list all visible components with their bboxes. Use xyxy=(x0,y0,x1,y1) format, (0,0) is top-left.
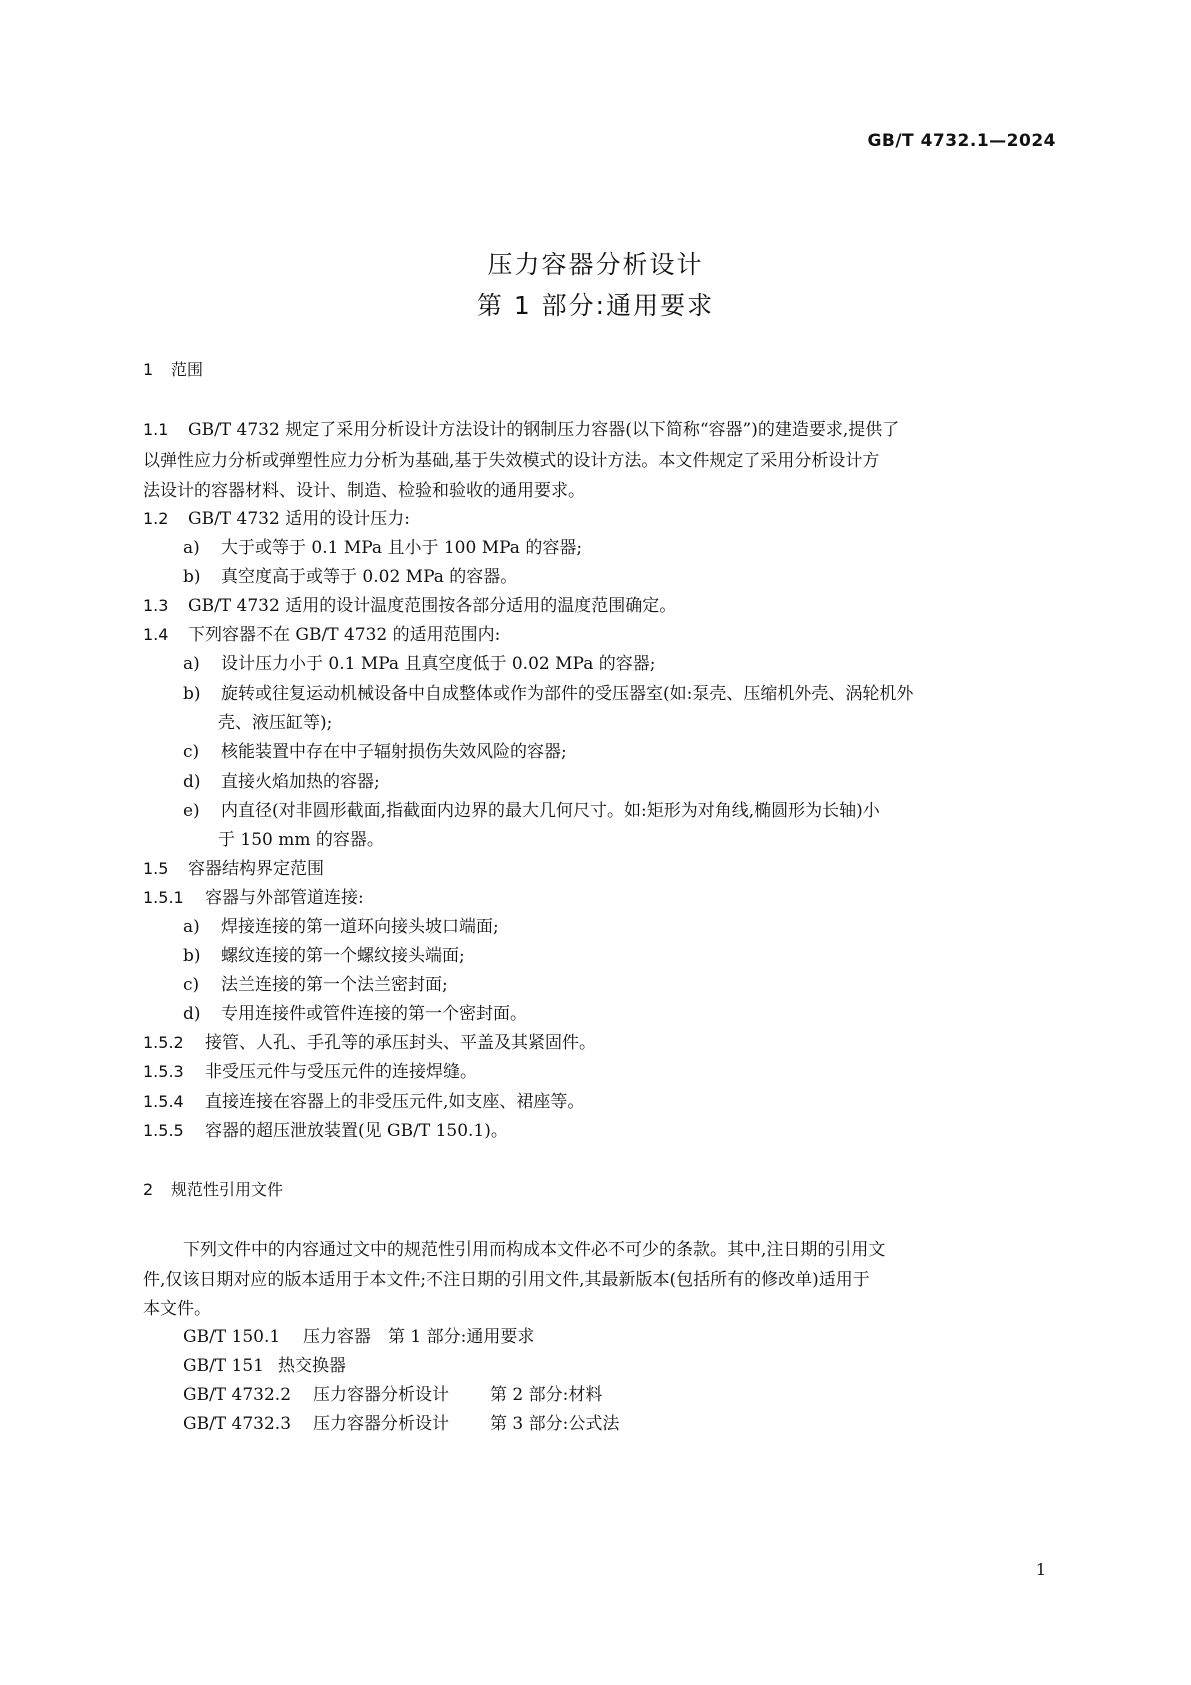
list-item xyxy=(183,538,582,558)
list-label: d) xyxy=(183,772,201,792)
list-item xyxy=(183,567,517,587)
clause-text: 直接连接在容器上的非受压元件,如支座、裙座等。 xyxy=(205,1092,585,1112)
list-text: 内直径(对非圆形截面,指截面内边界的最大几何尺寸。如:矩形为对角线,椭圆形为长轴)小 xyxy=(221,801,880,821)
clause-text: GB/T 4732 规定了采用分析设计方法设计的钢制压力容器(以下简称“容器”)的建造要求,提供了 xyxy=(188,420,900,440)
clause-1-1 xyxy=(143,420,899,440)
clause-1-4 xyxy=(143,625,500,645)
clause-text: GB/T 4732 适用的设计压力: xyxy=(188,509,410,529)
reference-part: 第 2 部分:材料 xyxy=(490,1385,603,1405)
list-label: b) xyxy=(183,567,201,587)
clause-text: 容器的超压泄放装置(见 GB/T 150.1)。 xyxy=(205,1121,508,1141)
list-label: d) xyxy=(183,1004,201,1024)
list-label: b) xyxy=(183,684,201,704)
clause-number: 1.5.3 xyxy=(143,1062,184,1081)
clause-text: 非受压元件与受压元件的连接焊缝。 xyxy=(205,1062,477,1082)
list-item xyxy=(183,975,448,995)
section-2-heading xyxy=(143,1180,283,1200)
clause-number: 1.3 xyxy=(143,596,169,615)
clause-number: 1.2 xyxy=(143,509,169,528)
list-text: 旋转或往复运动机械设备中自成整体或作为部件的受压器室(如:泵壳、压缩机外壳、涡轮机外 xyxy=(221,684,914,704)
reference-title: 压力容器分析设计 xyxy=(313,1385,449,1405)
standard-code: GB/T 4732.1—2024 xyxy=(867,131,1056,151)
clause-text: GB/T 4732 适用的设计温度范围按各部分适用的温度范围确定。 xyxy=(188,596,677,616)
reference-part: 第 3 部分:公式法 xyxy=(490,1414,620,1434)
list-item xyxy=(183,1004,527,1024)
section-number: 1 xyxy=(143,360,154,379)
reference-code: GB/T 4732.2 xyxy=(183,1385,292,1405)
clause-1-5-1 xyxy=(143,888,364,908)
clause-text: 容器结构界定范围 xyxy=(188,859,324,879)
section-2-paragraph-line1: 下列文件中的内容通过文中的规范性引用而构成本文件必不可少的条款。其中,注日期的引用文 xyxy=(183,1240,886,1260)
list-text: 法兰连接的第一个法兰密封面; xyxy=(221,975,448,995)
list-item xyxy=(183,946,465,966)
document-title: 压力容器分析设计 xyxy=(487,250,704,279)
reference-item xyxy=(183,1356,346,1376)
reference-title: 压力容器 xyxy=(303,1327,371,1347)
section-number: 2 xyxy=(143,1180,154,1199)
section-2-paragraph-line2: 件,仅该日期对应的版本适用于本文件;不注日期的引用文件,其最新版本(包括所有的修改单)适用于 xyxy=(143,1270,870,1290)
clause-number: 1.5.2 xyxy=(143,1033,184,1052)
section-title: 范围 xyxy=(171,360,204,379)
list-item xyxy=(183,654,655,674)
list-item xyxy=(183,801,880,821)
reference-title: 热交换器 xyxy=(278,1356,346,1376)
document-subtitle: 第 1 部分:通用要求 xyxy=(476,291,715,320)
list-label: a) xyxy=(183,538,200,558)
clause-number: 1.4 xyxy=(143,625,169,644)
clause-number: 1.5.1 xyxy=(143,888,184,907)
list-item xyxy=(183,684,913,704)
list-text: 螺纹连接的第一个螺纹接头端面; xyxy=(221,946,465,966)
page-number: 1 xyxy=(1035,1560,1046,1579)
clause-text: 下列容器不在 GB/T 4732 的适用范围内: xyxy=(188,625,501,645)
clause-1-5-4 xyxy=(143,1092,584,1112)
clause-text: 接管、人孔、手孔等的承压封头、平盖及其紧固件。 xyxy=(205,1033,596,1053)
list-text: 设计压力小于 0.1 MPa 且真空度低于 0.02 MPa 的容器; xyxy=(221,654,656,674)
list-item xyxy=(183,917,499,937)
clause-1-5-3 xyxy=(143,1062,477,1082)
list-text: 专用连接件或管件连接的第一个密封面。 xyxy=(221,1004,527,1024)
clause-number: 1.5 xyxy=(143,859,169,878)
list-label: c) xyxy=(183,975,200,995)
list-text: 直接火焰加热的容器; xyxy=(221,772,380,792)
list-text: 核能装置中存在中子辐射损伤失效风险的容器; xyxy=(221,742,567,762)
list-label: a) xyxy=(183,917,200,937)
reference-item xyxy=(183,1414,619,1434)
list-label: b) xyxy=(183,946,201,966)
list-item-continuation: 壳、液压缸等); xyxy=(218,713,333,733)
clause-number: 1.5.4 xyxy=(143,1092,184,1111)
list-text: 焊接连接的第一道环向接头坡口端面; xyxy=(221,917,499,937)
list-item xyxy=(183,742,567,762)
section-2-paragraph-line3: 本文件。 xyxy=(143,1299,211,1319)
clause-1-2 xyxy=(143,509,410,529)
clause-number: 1.1 xyxy=(143,420,169,439)
list-item xyxy=(183,772,380,792)
reference-code: GB/T 4732.3 xyxy=(183,1414,292,1434)
clause-text: 容器与外部管道连接: xyxy=(205,888,364,908)
clause-1-5-2 xyxy=(143,1033,596,1053)
reference-item xyxy=(183,1385,602,1405)
reference-code: GB/T 150.1 xyxy=(183,1327,281,1347)
reference-title: 压力容器分析设计 xyxy=(313,1414,449,1434)
reference-item xyxy=(183,1327,534,1347)
reference-part: 第 1 部分:通用要求 xyxy=(388,1327,535,1347)
clause-1-5-5 xyxy=(143,1121,508,1141)
section-title: 规范性引用文件 xyxy=(171,1180,284,1199)
list-label: a) xyxy=(183,654,200,674)
section-1-heading xyxy=(143,360,203,380)
list-label: e) xyxy=(183,801,200,821)
clause-1-1-line2: 以弹性应力分析或弹塑性应力分析为基础,基于失效模式的设计方法。本文件规定了采用分析设计方 xyxy=(143,451,880,471)
list-item-continuation: 于 150 mm 的容器。 xyxy=(218,830,384,850)
list-text: 真空度高于或等于 0.02 MPa 的容器。 xyxy=(221,567,518,587)
list-label: c) xyxy=(183,742,200,762)
clause-1-5 xyxy=(143,859,324,879)
list-text: 大于或等于 0.1 MPa 且小于 100 MPa 的容器; xyxy=(221,538,583,558)
clause-1-3 xyxy=(143,596,676,616)
reference-code: GB/T 151 xyxy=(183,1356,264,1376)
clause-number: 1.5.5 xyxy=(143,1121,184,1140)
clause-1-1-line3: 法设计的容器材料、设计、制造、检验和验收的通用要求。 xyxy=(143,481,585,501)
